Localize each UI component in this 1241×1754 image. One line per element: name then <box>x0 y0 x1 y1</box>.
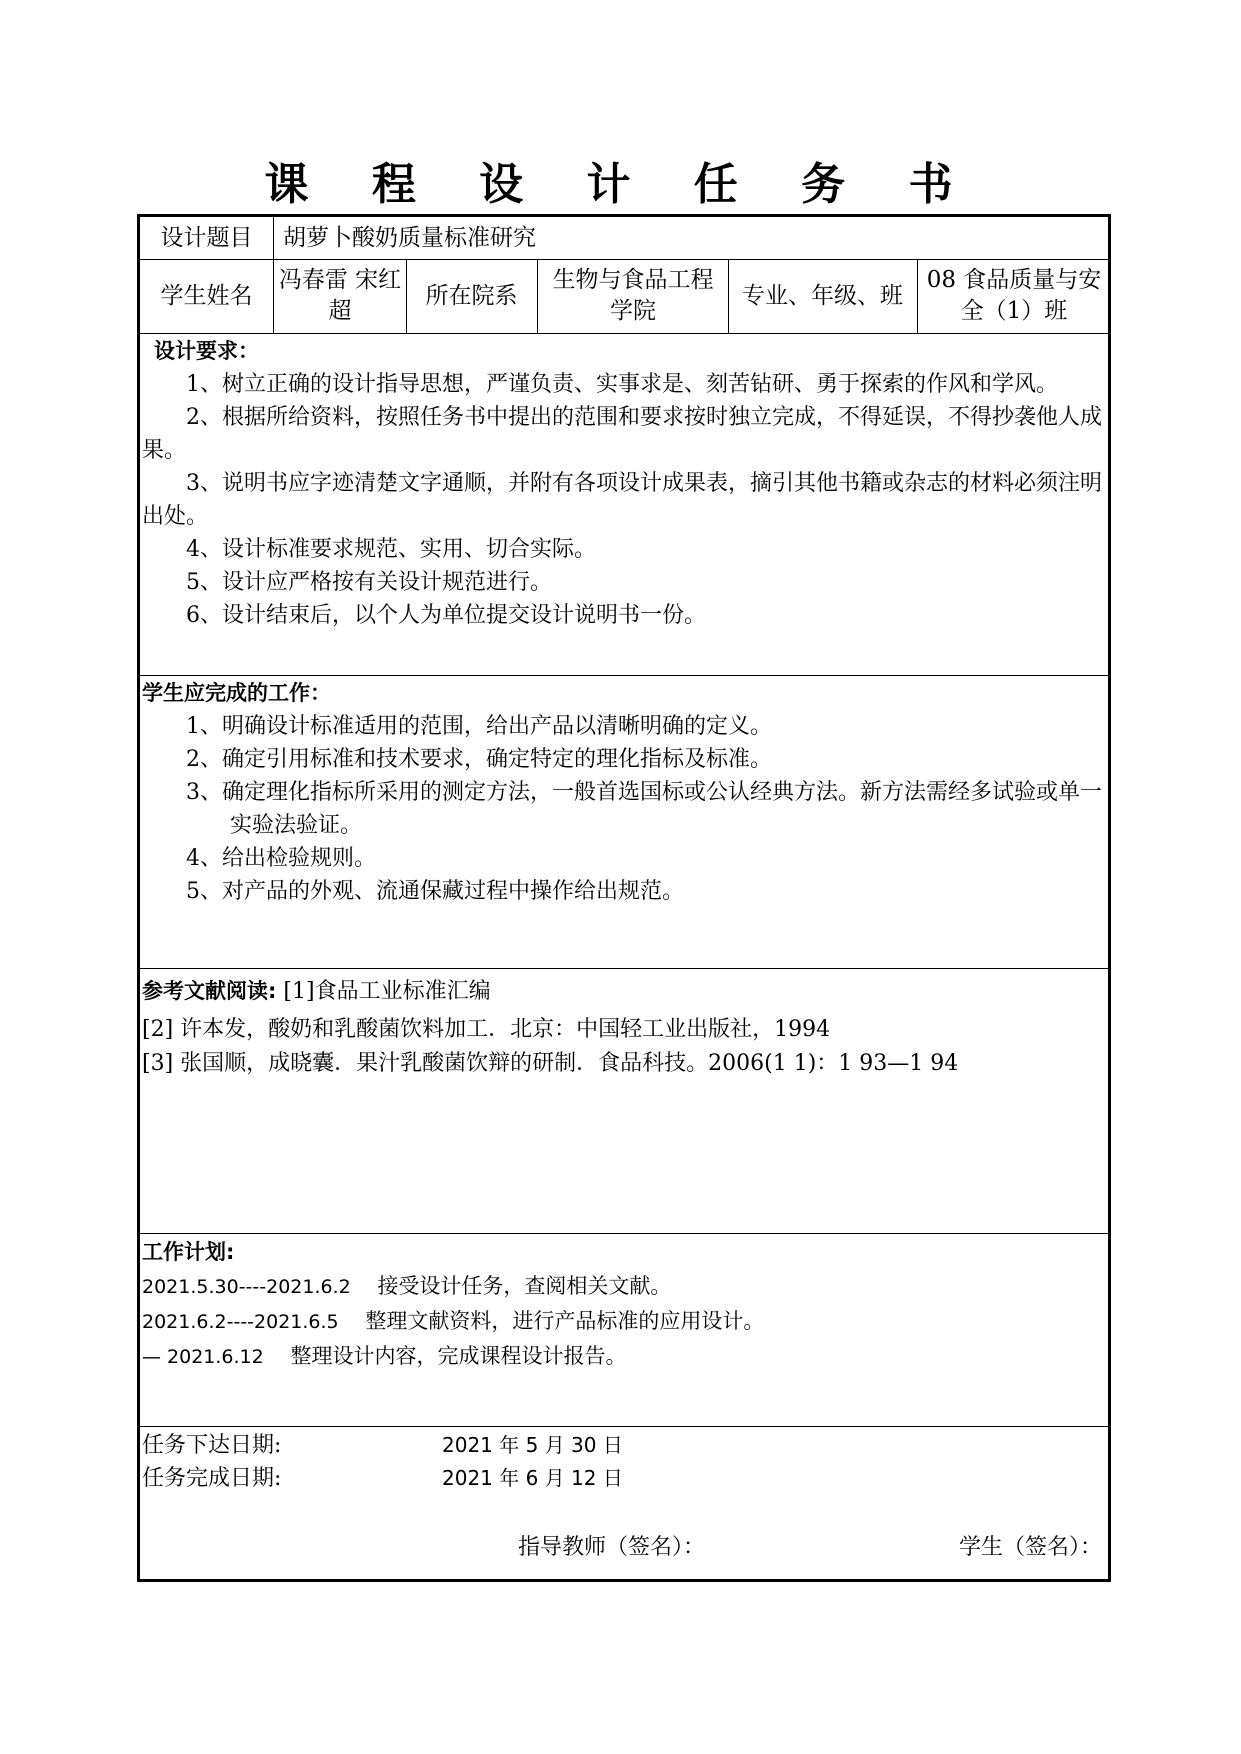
plan-item <box>142 1269 1108 1304</box>
major-label: 专业、年级、班 <box>742 282 903 309</box>
student-signature-label: 学生（签名）： <box>958 1535 1102 1560</box>
plan-task: 整理设计内容，完成课程设计报告。 <box>290 1344 627 1368</box>
references-heading: 参考文献阅读: <box>142 979 277 1003</box>
work-item: 2、确定引用标准和技术要求，确定特定的理化指标及标准。 <box>186 747 772 772</box>
row-divider <box>140 675 1108 676</box>
requirement-item: 1、树立正确的设计指导思想，严谨负责、实事求是、刻苦钻研、勇于探索的作风和学风。 <box>186 372 1059 397</box>
work-section <box>140 677 1108 908</box>
work-item: 1、明确设计标准适用的范围，给出产品以清晰明确的定义。 <box>186 714 772 739</box>
row-divider <box>140 1233 1108 1234</box>
work-item: 3、确定理化指标所采用的测定方法，一般首选国标或公认经典方法。新方法需经多试验或单一实验法验证。 <box>186 780 1103 838</box>
topic-value: 胡萝卜酸奶质量标准研究 <box>283 224 536 251</box>
row-divider <box>140 1426 1108 1427</box>
reference-item: [2] 许本发，酸奶和乳酸菌饮料加工．北京：中国轻工业出版社，1994 <box>142 1017 831 1042</box>
col-divider <box>917 259 918 333</box>
issue-date-value: 2021 年 5 月 30 日 <box>442 1433 623 1457</box>
dept-value: 生物与食品工程学院 <box>552 267 714 324</box>
complete-date-label: 任务完成日期: <box>142 1466 282 1491</box>
topic-label: 设计题目 <box>160 224 253 251</box>
row-divider <box>140 333 1108 334</box>
dept-label: 所在院系 <box>425 282 518 309</box>
issue-date-label: 任务下达日期: <box>142 1433 282 1458</box>
student-label: 学生姓名 <box>160 282 253 309</box>
major-value: 08 食品质量与安全（1）班 <box>926 267 1102 324</box>
teacher-signature-label: 指导教师（签名）： <box>518 1535 706 1560</box>
student-value: 冯春雷 宋红 超 <box>278 267 402 324</box>
complete-date-value: 2021 年 6 月 12 日 <box>442 1466 623 1490</box>
requirement-item: 2、根据所给资料，按照任务书中提出的范围和要求按时独立完成，不得延误，不得抄袭他人成果。 <box>142 405 1103 463</box>
col-divider <box>537 259 538 333</box>
plan-item <box>142 1339 1108 1374</box>
work-item: 5、对产品的外观、流通保藏过程中操作给出规范。 <box>186 879 684 904</box>
requirements-heading: 设计要求： <box>154 339 259 363</box>
work-heading: 学生应完成的工作： <box>142 681 331 705</box>
page-title: 课 程 设 计 任 务 书 <box>264 159 977 210</box>
plan-section <box>140 1235 1108 1374</box>
requirement-item: 6、设计结束后，以个人为单位提交设计说明书一份。 <box>186 603 706 628</box>
requirement-item: 3、说明书应字迹清楚文字通顺，并附有各项设计成果表，摘引其他书籍或杂志的材料必须注明出处。 <box>142 471 1103 529</box>
plan-item <box>142 1304 1108 1339</box>
references-section <box>140 974 1108 1081</box>
reference-item: [3] 张国顺，成晓囊．果汁乳酸菌饮辩的研制．食品科技。2006(1 1)：1 93—1 94 <box>142 1051 959 1076</box>
requirements-section <box>140 335 1108 632</box>
requirement-item: 5、设计应严格按有关设计规范进行。 <box>186 570 552 595</box>
work-item: 4、给出检验规则。 <box>186 846 376 871</box>
reference-item: [1]食品工业标准汇编 <box>283 979 491 1004</box>
plan-date: 2021.6.2----2021.6.5 <box>142 1311 339 1333</box>
plan-heading: 工作计划: <box>142 1240 235 1264</box>
task-table <box>137 214 1111 1582</box>
plan-task: 接受设计任务，查阅相关文献。 <box>377 1274 672 1298</box>
dates-section <box>142 1429 1108 1495</box>
plan-date: 2021.5.30----2021.6.2 <box>142 1276 351 1298</box>
plan-task: 整理文献资料，进行产品标准的应用设计。 <box>365 1309 765 1333</box>
requirement-item: 4、设计标准要求规范、实用、切合实际。 <box>186 537 596 562</box>
row-divider <box>140 968 1108 969</box>
plan-date: — 2021.6.12 <box>142 1346 264 1368</box>
